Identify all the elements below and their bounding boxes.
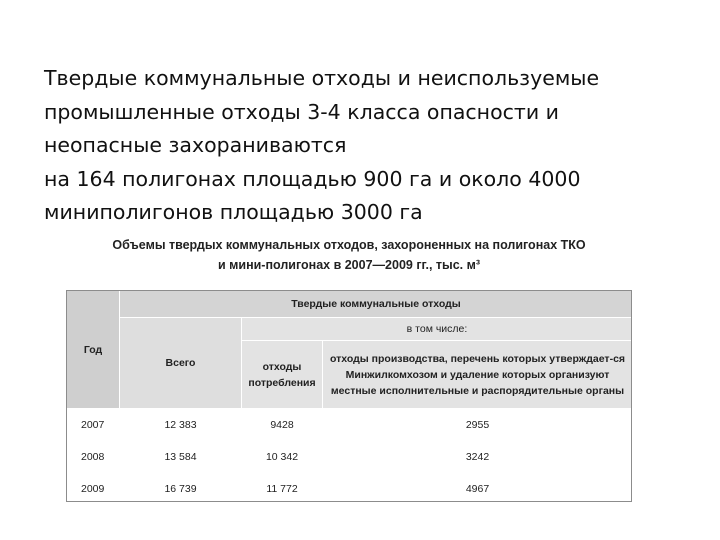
cell-year: 2009	[67, 473, 120, 505]
intro-line: промышленные отходы 3-4 класса опасности и	[44, 99, 560, 124]
intro-line: миниполигонов площадью 3000 га	[44, 200, 423, 224]
intro-line: Твердые коммунальные отходы и неиспользуемые	[44, 66, 600, 90]
cell-production: 3242	[323, 441, 633, 473]
cell-total: 13 584	[120, 441, 242, 473]
intro-text	[44, 62, 684, 230]
header-year: Год	[67, 291, 120, 409]
waste-table	[66, 290, 633, 505]
cell-year: 2007	[67, 409, 120, 441]
cell-consumption: 9428	[242, 409, 323, 441]
table-title	[66, 235, 632, 275]
table-title-line-1: Объемы твердых коммунальных отходов, захороненных на полигонах ТКО	[112, 238, 586, 252]
cell-total: 12 383	[120, 409, 242, 441]
cell-total: 16 739	[120, 473, 242, 505]
table-row	[67, 409, 633, 441]
intro-line: на 164 полигонах площадью 900 га и около 4000	[44, 166, 581, 191]
header-consumption: отходы потребления	[242, 341, 323, 409]
header-total: Всего	[120, 318, 242, 409]
table-row	[67, 441, 633, 473]
cell-production: 4967	[323, 473, 633, 505]
header-production: отходы производства, перечень которых утверждает-ся Минжилкомхозом и удаление которых организуют местные исполнительные и распорядительные органы	[323, 341, 633, 409]
cell-production: 2955	[323, 409, 633, 441]
table-row	[67, 473, 633, 505]
header-including: в том числе:	[242, 318, 633, 341]
table-title-line-2: и мини-полигонах в 2007—2009 гг., тыс. м³	[217, 258, 481, 272]
cell-consumption: 10 342	[242, 441, 323, 473]
header-group: Твердые коммунальные отходы	[120, 291, 633, 318]
intro-line: неопасные захораниваются	[44, 133, 347, 157]
cell-consumption: 11 772	[242, 473, 323, 505]
cell-year: 2008	[67, 441, 120, 473]
